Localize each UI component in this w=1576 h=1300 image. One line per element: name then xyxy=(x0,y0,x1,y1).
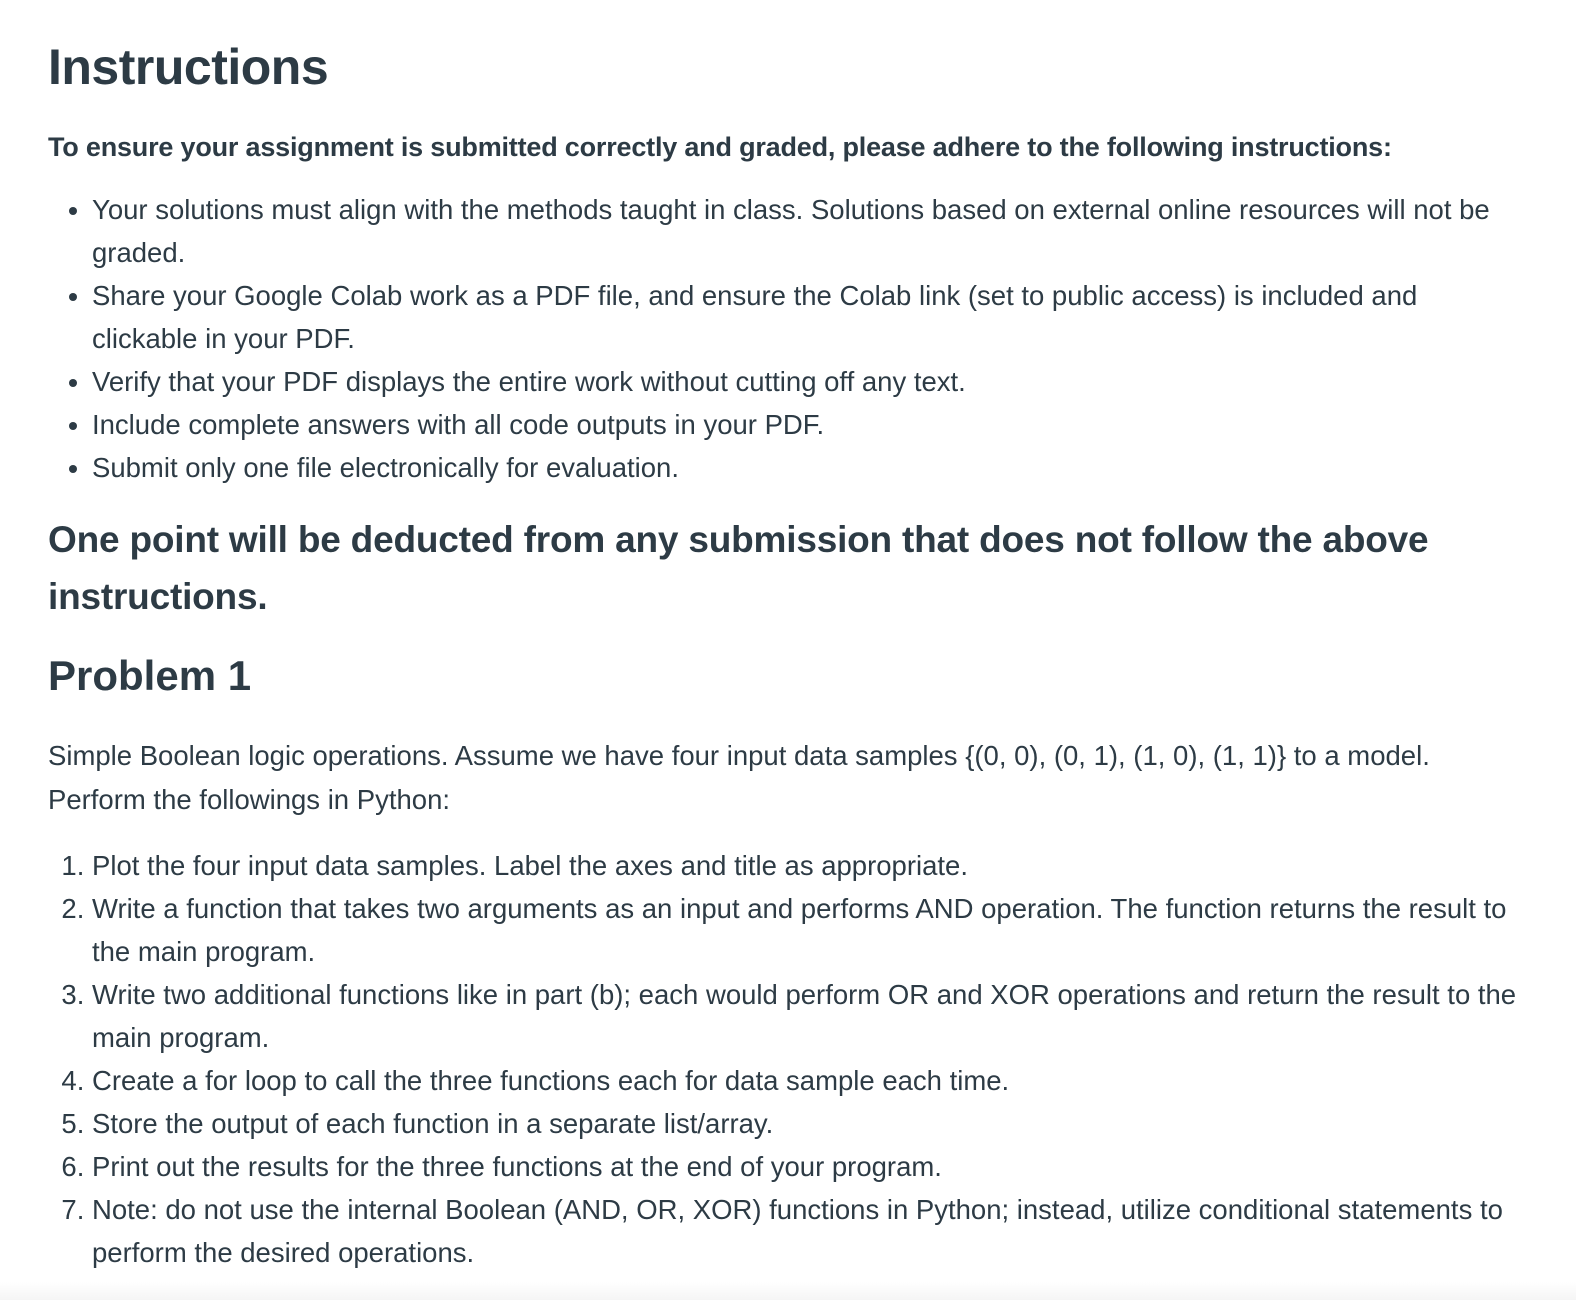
list-item: 1. Plot the four input data samples. Label the axes and title as appropriate. xyxy=(92,844,1518,887)
problem-description: Simple Boolean logic operations. Assume we have four input data samples {(0, 0), (0, 1), (1, 0), (1, 1)} to a model. Perform the followings in Python: xyxy=(48,740,1430,815)
page-title: Instructions xyxy=(48,39,329,95)
list-item: 3. Write two additional functions like in part (b); each would perform OR and XOR operations and return the result to the main program. xyxy=(92,973,1518,1059)
list-item: 7. Note: do not use the internal Boolean (AND, OR, XOR) functions in Python; instead, utilize conditional statements to perform the desired operations. xyxy=(92,1188,1518,1274)
list-item: 6. Print out the results for the three functions at the end of your program. xyxy=(92,1145,1518,1188)
deduction-warning: One point will be deducted from any submission that does not follow the above instructions. xyxy=(48,519,1429,617)
instructions-lead: To ensure your assignment is submitted correctly and graded, please adhere to the following instructions: xyxy=(48,132,1392,162)
instructions-list xyxy=(48,188,1518,489)
list-item: • Include complete answers with all code outputs in your PDF. xyxy=(92,403,1518,446)
list-item: • Share your Google Colab work as a PDF file, and ensure the Colab link (set to public access) is included and clickable in your PDF. xyxy=(92,274,1518,360)
bottom-fade xyxy=(0,1282,1576,1300)
list-item: • Submit only one file electronically for evaluation. xyxy=(92,446,1518,489)
assignment-content xyxy=(48,0,1518,1274)
list-item: 5. Store the output of each function in a separate list/array. xyxy=(92,1102,1518,1145)
list-item: • Verify that your PDF displays the entire work without cutting off any text. xyxy=(92,360,1518,403)
problem-steps-list xyxy=(48,844,1518,1274)
problem-title: Problem 1 xyxy=(48,652,252,699)
list-item: 4. Create a for loop to call the three functions each for data sample each time. xyxy=(92,1059,1518,1102)
list-item: 2. Write a function that takes two arguments as an input and performs AND operation. The function returns the result to the main program. xyxy=(92,887,1518,973)
list-item: • Your solutions must align with the methods taught in class. Solutions based on external online resources will not be graded. xyxy=(92,188,1518,274)
